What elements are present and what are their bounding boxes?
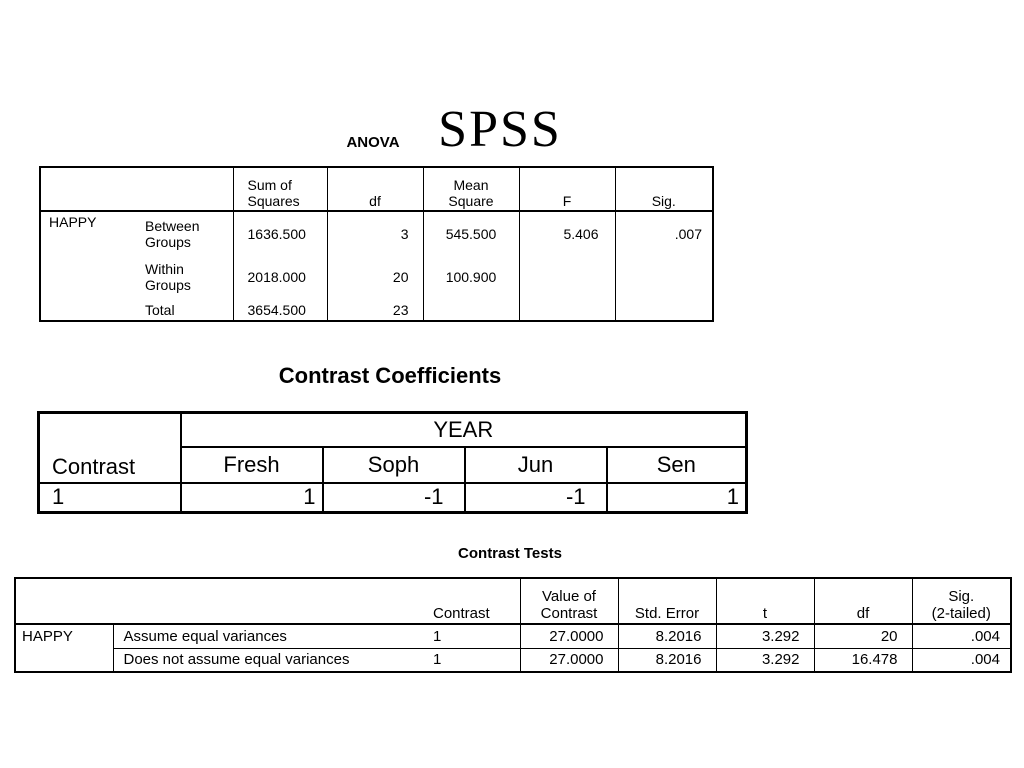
anova-col-sum-of-squares: Sum of Squares: [233, 167, 327, 211]
tests-assumption: Assume equal variances: [113, 624, 421, 648]
coefficients-value: 1: [181, 483, 323, 513]
coefficients-group-header: YEAR: [181, 413, 747, 447]
tests-contrast-id: 1: [433, 627, 442, 645]
tests-row-unequal: [15, 648, 1011, 672]
tests-header-row: [15, 578, 1011, 624]
anova-col-df: df: [327, 167, 423, 211]
tests-col-contrast: Contrast: [421, 578, 520, 624]
coefficients-group-row: [39, 413, 747, 447]
anova-row-between: [40, 211, 713, 255]
slide-title-clipped: [380, 96, 620, 158]
tests-col-t: t: [716, 578, 814, 624]
anova-col-mean-square: Mean Square: [423, 167, 519, 211]
anova-f: [519, 255, 615, 299]
tests-contrast-id: 1: [421, 648, 520, 672]
tests-row-equal: [15, 624, 1011, 648]
tests-value: 27.0000: [520, 648, 618, 672]
anova-variable-blank: [40, 255, 139, 299]
slide-title: SPSS: [438, 101, 562, 158]
tests-std-error: 8.2016: [618, 648, 716, 672]
anova-caption: ANOVA: [346, 134, 400, 151]
anova-sig: [615, 255, 713, 299]
anova-row-total: [40, 299, 713, 321]
tests-header-blank: [15, 578, 113, 624]
tests-std-error: 8.2016: [618, 624, 716, 648]
anova-col-sig: Sig.: [615, 167, 713, 211]
coefficients-row-header: Contrast: [39, 413, 181, 483]
tests-caption: Contrast Tests: [458, 545, 562, 562]
tests-col-df: df: [814, 578, 912, 624]
anova-sum-sq: 2018.000: [233, 255, 327, 299]
anova-header-blank: [40, 167, 139, 211]
anova-header-blank-2: [139, 167, 233, 211]
tests-df: 16.478: [814, 648, 912, 672]
tests-sig: .004: [912, 624, 1011, 648]
tests-col-std-error: Std. Error: [618, 578, 716, 624]
anova-header-row: [40, 167, 713, 211]
tests-sig: .004: [912, 648, 1011, 672]
anova-col-f: F: [519, 167, 615, 211]
anova-mean-sq: 100.900: [423, 255, 519, 299]
coefficients-level: Fresh: [181, 447, 323, 483]
anova-sum-sq: 3654.500: [233, 299, 327, 321]
coefficients-level: Sen: [607, 447, 747, 483]
anova-table: [39, 166, 714, 322]
tests-t: 3.292: [716, 648, 814, 672]
anova-df: 3: [327, 211, 423, 255]
tests-t: 3.292: [716, 624, 814, 648]
anova-row-label: Within Groups: [145, 261, 191, 293]
anova-variable: HAPPY: [40, 211, 139, 255]
tests-variable: HAPPY: [22, 628, 73, 645]
anova-f: 5.406: [519, 211, 615, 255]
anova-sig: .007: [615, 211, 713, 255]
coefficients-caption: Contrast Coefficients: [278, 363, 502, 388]
coefficients-level: Jun: [465, 447, 607, 483]
tests-header-blank-2: [113, 578, 421, 624]
anova-df: 23: [327, 299, 423, 321]
coefficients-contrast-id: 1: [39, 483, 181, 513]
tests-df: 20: [814, 624, 912, 648]
anova-f: [519, 299, 615, 321]
coefficients-value: 1: [607, 483, 747, 513]
tests-variable-blank: [15, 648, 113, 672]
anova-sig: [615, 299, 713, 321]
tests-assumption: Does not assume equal variances: [113, 648, 421, 672]
anova-sum-sq: 1636.500: [233, 211, 327, 255]
tests-col-value: Value of Contrast: [520, 578, 618, 624]
anova-mean-sq: 545.500: [423, 211, 519, 255]
anova-variable-blank: [40, 299, 139, 321]
tests-col-sig: Sig. (2-tailed): [912, 578, 1011, 624]
anova-df: 20: [327, 255, 423, 299]
tests-table: [14, 577, 1012, 673]
anova-mean-sq: [423, 299, 519, 321]
coefficients-value: -1: [465, 483, 607, 513]
tests-value: 27.0000: [520, 624, 618, 648]
coefficients-value: -1: [323, 483, 465, 513]
anova-row-label: Total: [145, 301, 175, 318]
coefficients-table: [37, 411, 748, 514]
anova-row-label: Between Groups: [145, 217, 200, 250]
coefficients-row: [39, 483, 747, 513]
anova-row-within: [40, 255, 713, 299]
coefficients-level: Soph: [323, 447, 465, 483]
